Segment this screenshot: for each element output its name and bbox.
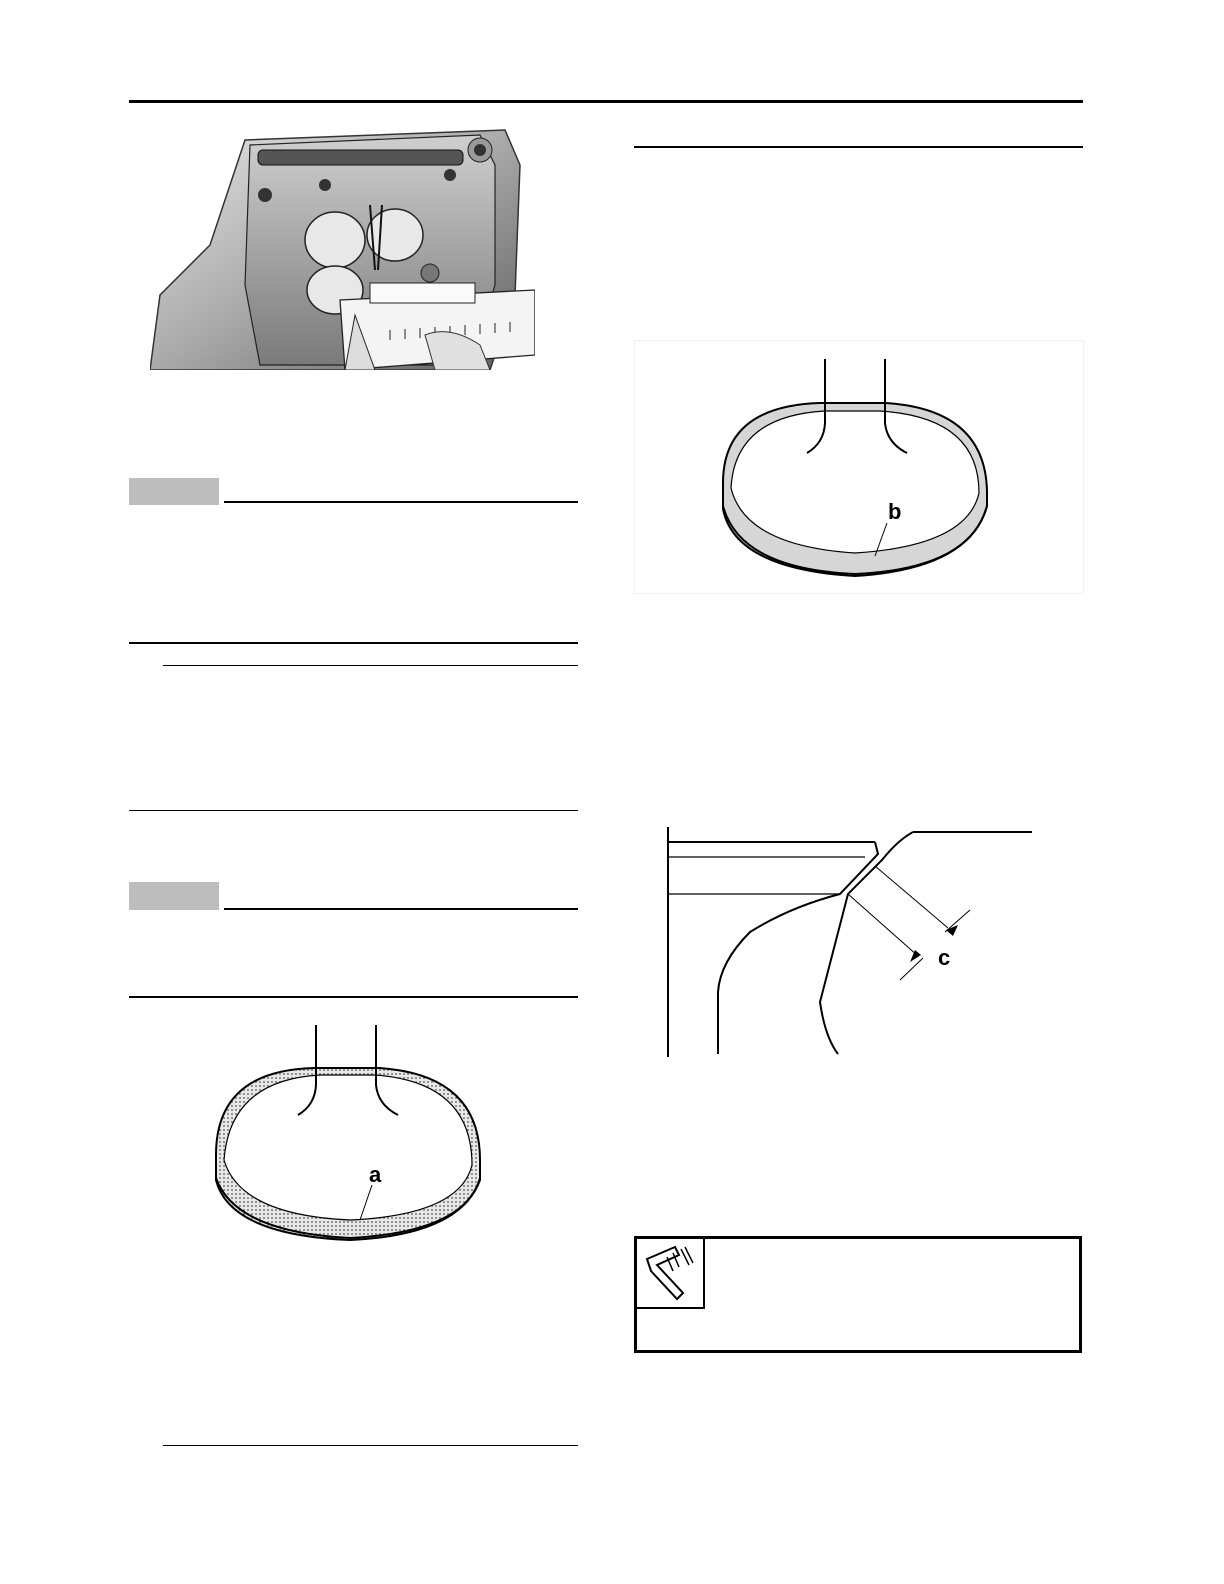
callout-b: b (888, 499, 902, 524)
note-tab-1-rule (224, 501, 578, 503)
left-divider-5 (163, 1445, 578, 1446)
valve-seat-section-figure (660, 822, 1040, 1062)
callout-c: c (938, 945, 951, 970)
valve-face-left-figure (210, 1020, 490, 1245)
note-tab-1 (129, 478, 219, 505)
cylinder-head-photo (150, 125, 535, 370)
left-divider-2 (163, 665, 578, 666)
caliper-icon (637, 1239, 705, 1309)
left-divider-4 (129, 996, 578, 998)
left-divider-3 (129, 810, 578, 811)
note-tab-2 (129, 882, 219, 910)
left-divider-1 (129, 642, 578, 644)
note-tab-2-rule (224, 908, 578, 910)
tool-box (634, 1236, 1082, 1353)
right-divider-1 (634, 146, 1083, 148)
header-rule (129, 100, 1083, 103)
callout-a: a (369, 1162, 382, 1187)
valve-face-right-figure (634, 340, 1084, 594)
